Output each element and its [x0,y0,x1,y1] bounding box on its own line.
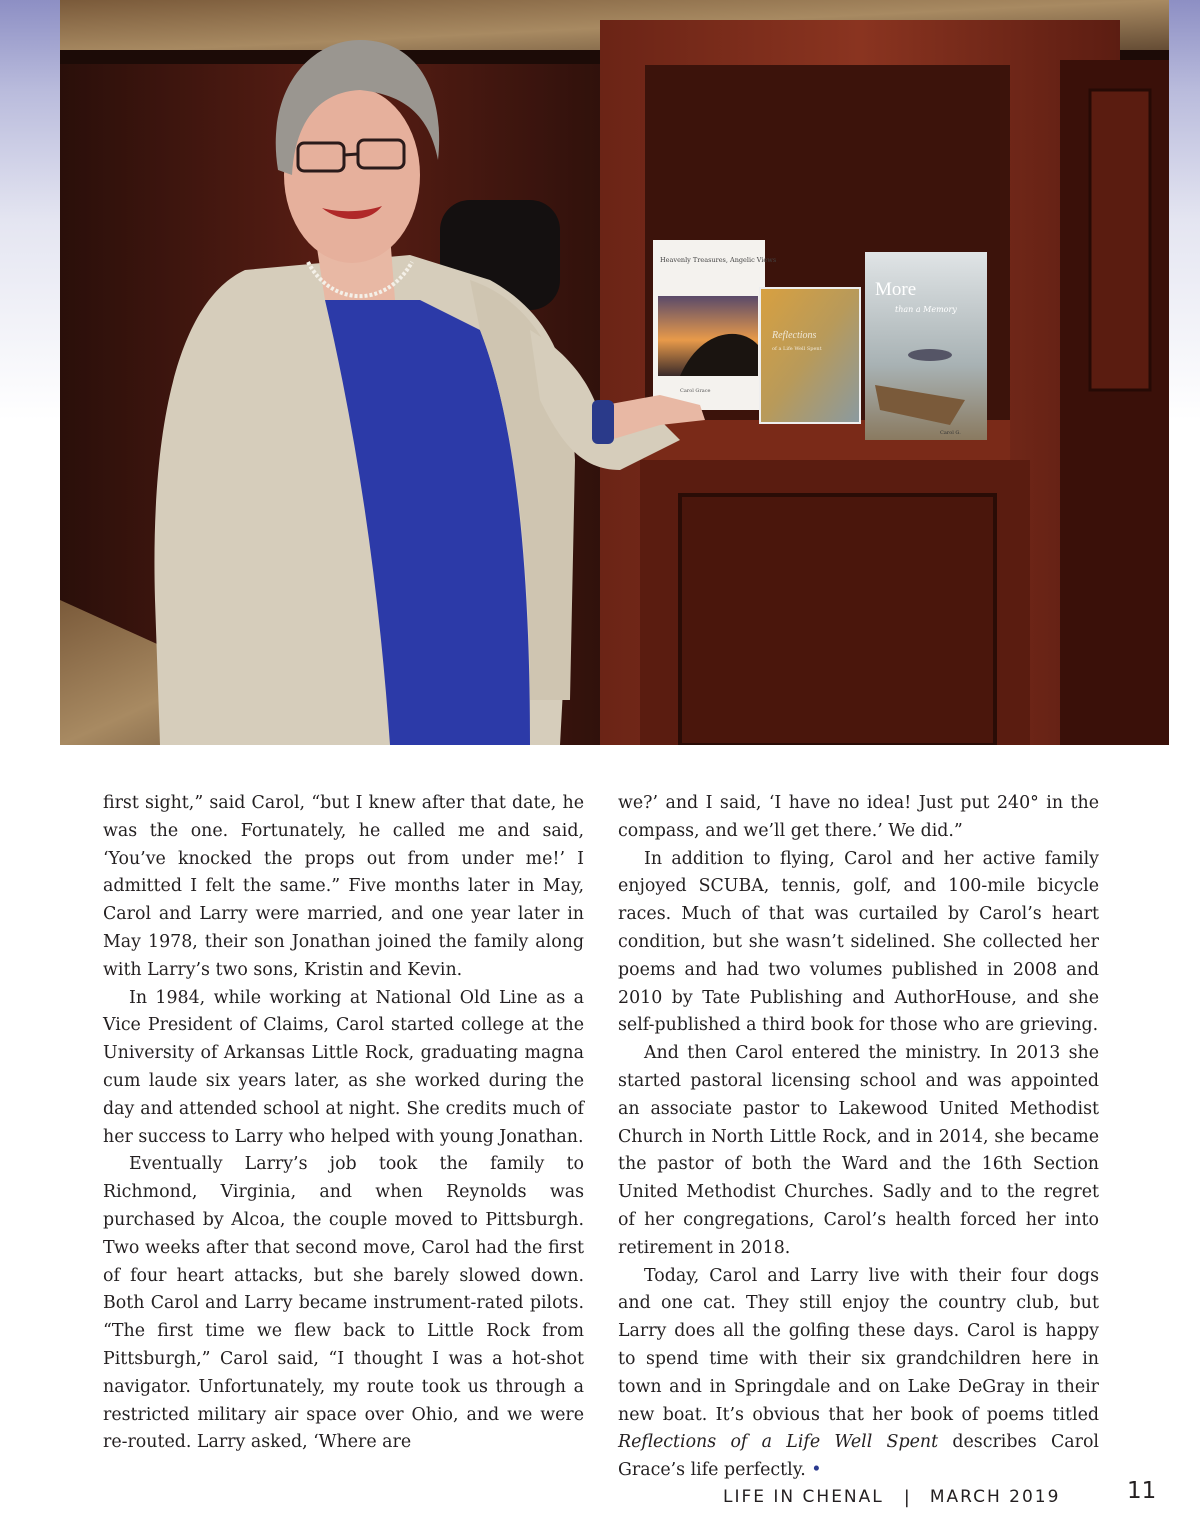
issue-date: MARCH 2019 [929,1487,1061,1507]
article-photo [60,0,1169,745]
book-left-author: Carol Grace [680,388,711,394]
book-heavenly-treasures [653,240,776,410]
book-right-author: Carol G. [940,430,961,436]
paragraph: we?’ and I said, ‘I have no idea! Just put 240° in the compass, and we’ll get there.’ We did.” [618,793,1099,841]
page-number: 11 [1127,1478,1157,1504]
paragraph: In 1984, while working at National Old Line as a Vice President of Claims, Carol started college at the University of Arkansas Little Rock, graduating magna cum laude six years later, as she worked during the day and attended school at night. She credits much of her success to Larry who helped with young Jonathan. [103,987,584,1147]
page-footer [723,1482,1060,1512]
book-reflections [760,288,860,423]
article-left-column [103,790,584,1457]
closing-paragraph [618,1263,1099,1485]
photo-illustration [60,0,1169,745]
book-right-subtitle: than a Memory [895,305,957,314]
book-middle-subtitle: of a Life Well Spent [772,346,822,352]
book-more-than-a-memory [865,252,987,440]
paragraph: And then Carol entered the ministry. In 2013 she started pastoral licensing school and was appointed an associate pastor to Lakewood United Methodist Church in North Little Rock, and in 2014, she became the pastor of both the Ward and the 16th Section United Methodist Churches. Sadly and to the regret of her congregations, Carol’s health forced her into retirement in 2018. [618,1043,1099,1258]
book-right-title: More [875,279,917,300]
footer-separator: | [903,1486,910,1508]
book-middle-title: Reflections [772,330,817,341]
book-left-title: Heavenly Treasures, Angelic Views [660,256,777,264]
publication-name: LIFE IN CHENAL [723,1487,884,1507]
book-title-italic: Reflections of a Life Well Spent [618,1432,939,1453]
paragraph: first sight,” said Carol, “but I knew after that date, he was the one. Fortunately, he called me and said, ‘You’ve knocked the props out from under me!’ I admitted I felt the same.” Five months later in May, Carol and Larry were married, and one year later in May 1978, their son Jonathan joined the family along with Larry’s two sons, Kristin and Kevin. [103,793,584,980]
closing-text-after: describes Carol Grace’s life perfectly. [618,1432,1099,1481]
closing-text-before: Today, Carol and Larry live with their four dogs and one cat. They still enjoy the country club, but Larry does all the golfing these days. Carol is happy to spend time with their six grandchildren here in town and in Springdale and on Lake DeGray in their new boat. It’s obvious that her book of poems titled [618,1265,1099,1425]
end-mark: • [811,1460,822,1481]
article-right-column [618,790,1099,1485]
paragraph: In addition to flying, Carol and her active family enjoyed SCUBA, tennis, golf, and 100-mile bicycle races. Much of that was curtailed by Carol’s heart condition, but she wasn’t sidelined. She collected her poems and had two volumes published in 2008 and 2010 by Tate Publishing and AuthorHouse, and she self-published a third book for those who are grieving. [618,848,1099,1036]
paragraph: Eventually Larry’s job took the family to Richmond, Virginia, and when Reynolds was purchased by Alcoa, the couple moved to Pittsburgh. Two weeks after that second move, Carol had the first of four heart attacks, but she barely slowed down. Both Carol and Larry became instrument-rated pilots. “The first time we flew back to Little Rock from Pittsburgh,” Carol said, “I thought I was a hot-shot navigator. Unfortunately, my route took us through a restricted military air space over Ohio, and we were re-routed. Larry asked, ‘Where are [103,1154,584,1453]
